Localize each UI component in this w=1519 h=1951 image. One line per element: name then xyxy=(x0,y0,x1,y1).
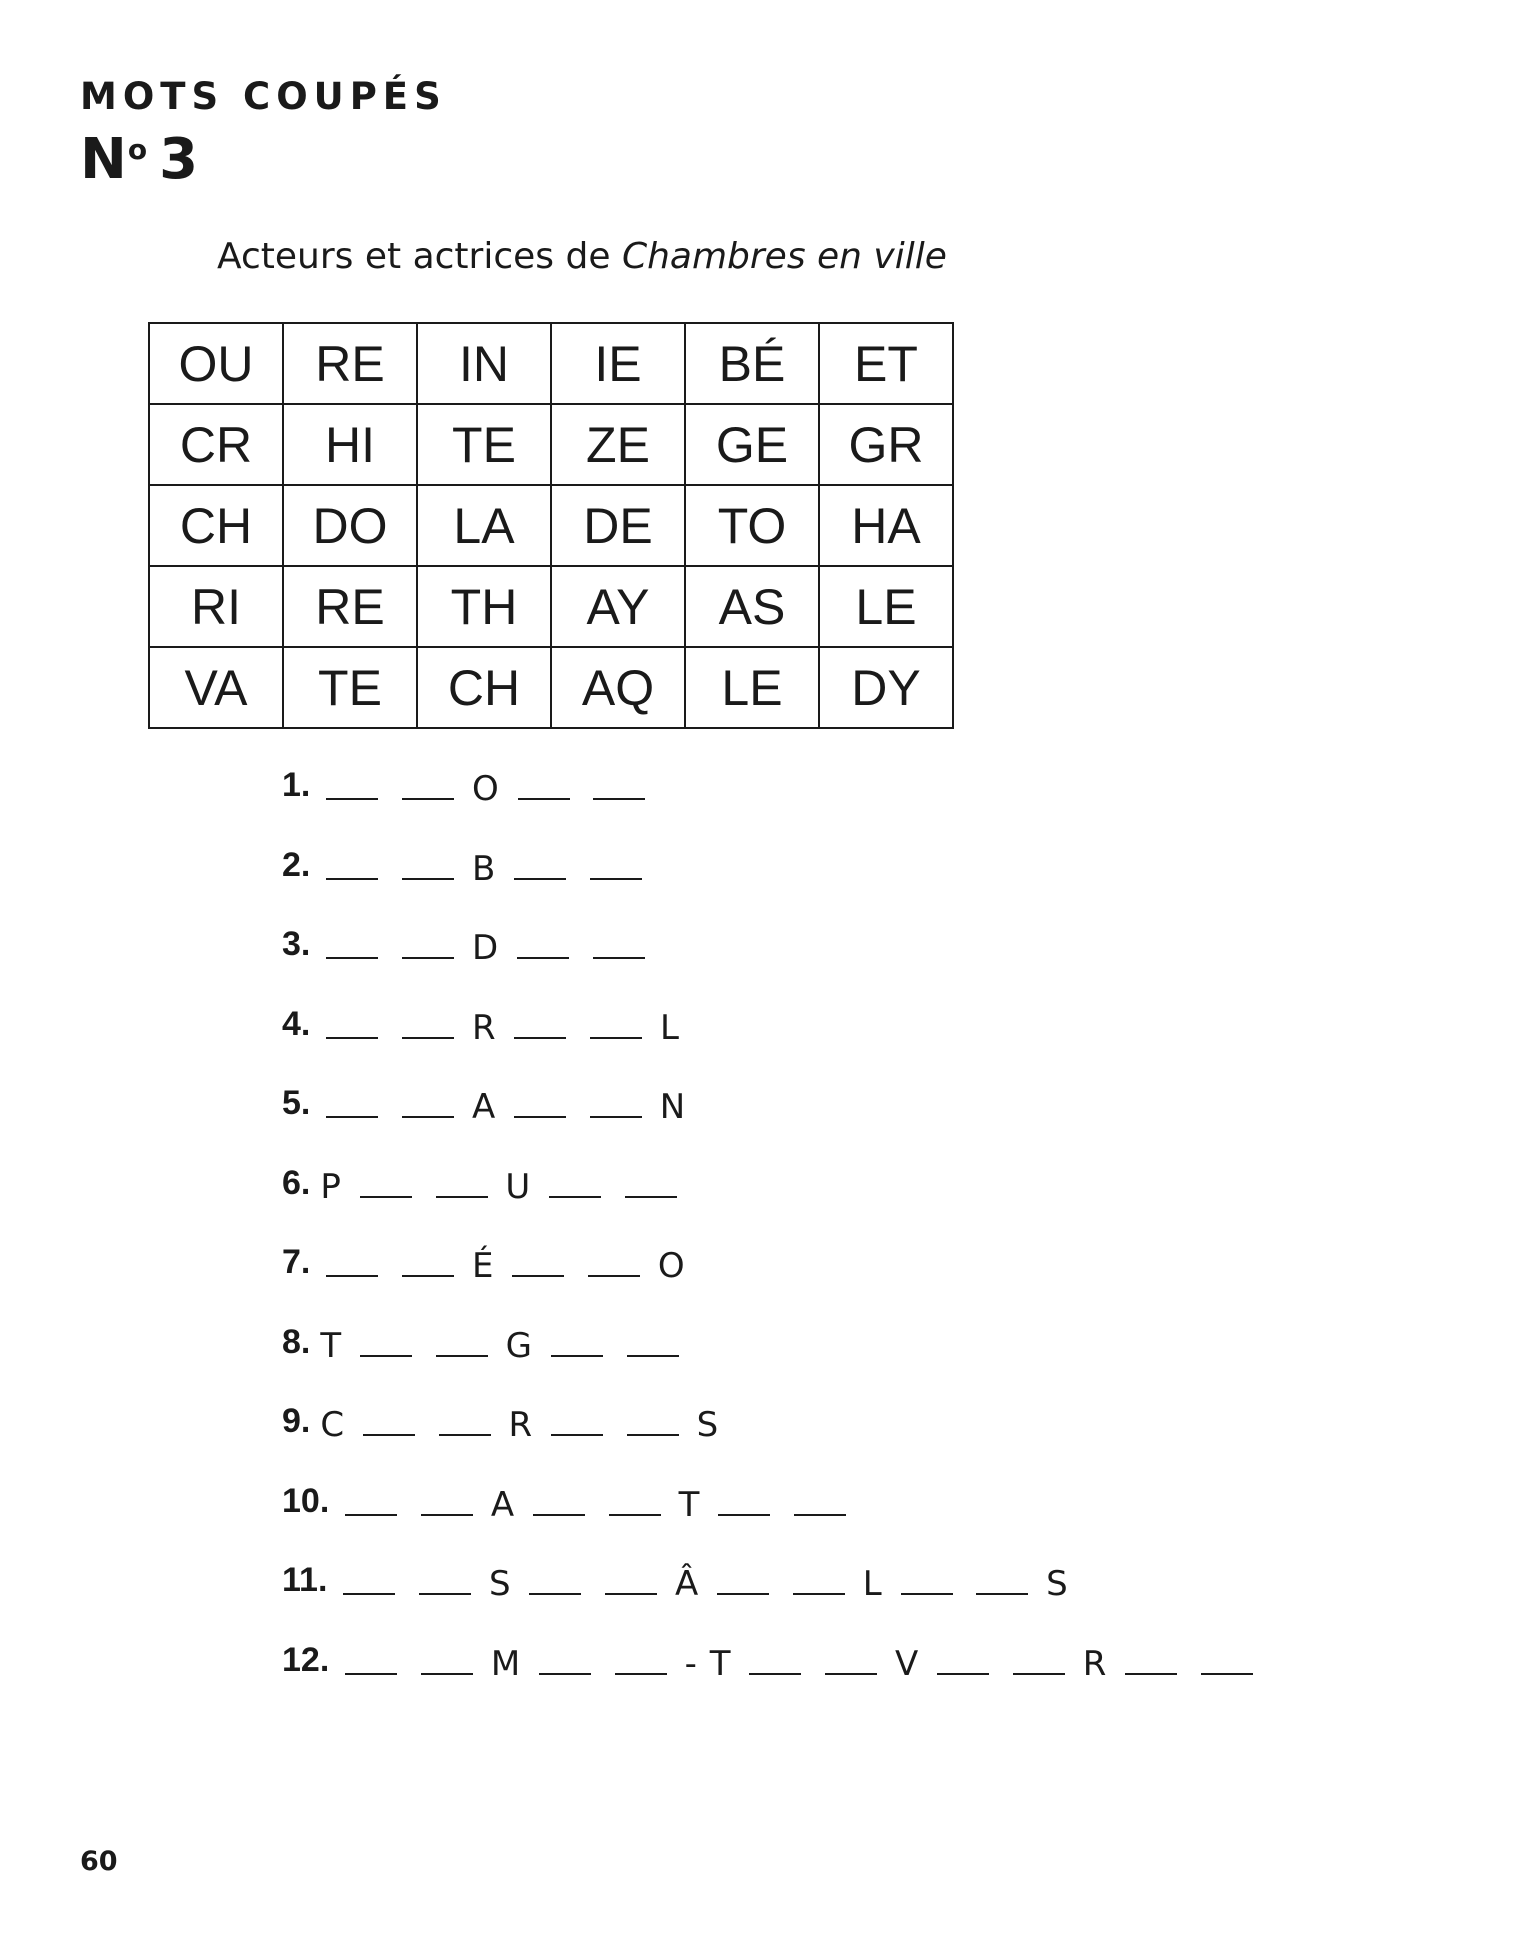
clue-item xyxy=(282,1561,1259,1641)
answer-blank xyxy=(605,1561,657,1595)
answer-blank xyxy=(402,925,454,959)
answer-blank xyxy=(421,1641,473,1675)
given-letter: L xyxy=(862,1564,883,1604)
answer-blank xyxy=(402,846,454,880)
answer-blank xyxy=(1125,1641,1177,1675)
grid-cell: RE xyxy=(283,323,417,404)
given-letter: É xyxy=(471,1246,495,1286)
given-letter: U xyxy=(505,1166,532,1207)
grid-cell: IE xyxy=(551,323,685,404)
clue-number: 8. xyxy=(282,1322,311,1361)
given-letter: T xyxy=(320,1325,343,1366)
grid-cell: IN xyxy=(417,323,551,404)
clue-item xyxy=(282,1164,1259,1244)
answer-blank xyxy=(794,1482,846,1516)
given-letter: S xyxy=(489,1564,512,1604)
answer-blank xyxy=(937,1641,989,1675)
grid-cell: DE xyxy=(551,485,685,566)
answer-blank xyxy=(436,1164,488,1198)
answer-blank xyxy=(615,1641,667,1675)
answer-blank xyxy=(749,1641,801,1675)
answer-blank xyxy=(625,1164,677,1198)
grid-row xyxy=(149,647,953,728)
answer-blank xyxy=(514,1084,566,1118)
syllable-grid xyxy=(148,322,954,729)
answer-blank xyxy=(627,1402,679,1436)
answer-blank xyxy=(590,1005,642,1039)
answer-blank xyxy=(793,1561,845,1595)
grid-cell: LE xyxy=(685,647,819,728)
clue-pattern xyxy=(339,1641,1259,1684)
answer-blank xyxy=(551,1402,603,1436)
answer-blank xyxy=(593,766,645,800)
clue-number: 6. xyxy=(282,1163,311,1202)
given-letter: B xyxy=(471,848,497,889)
grid-cell: AY xyxy=(551,566,685,647)
answer-blank xyxy=(326,925,378,959)
answer-blank xyxy=(402,1084,454,1118)
clue-item xyxy=(282,1084,1259,1164)
answer-blank xyxy=(345,1641,397,1675)
clue-item xyxy=(282,846,1259,926)
answer-blank xyxy=(901,1561,953,1595)
answer-blank xyxy=(345,1482,397,1516)
grid-cell: GE xyxy=(685,404,819,485)
given-letter: P xyxy=(320,1166,342,1207)
answer-blank xyxy=(717,1561,769,1595)
clue-number: 5. xyxy=(282,1084,311,1122)
puzzle-number xyxy=(80,127,199,192)
answer-blank xyxy=(326,1243,378,1277)
puzzle-title: MOTS COUPÉS xyxy=(80,75,447,118)
grid-cell: CH xyxy=(417,647,551,728)
clue-number: 4. xyxy=(282,1004,311,1043)
given-letter: S xyxy=(696,1405,720,1445)
clue-item xyxy=(282,1641,1259,1721)
clue-pattern xyxy=(320,1084,686,1127)
answer-blank xyxy=(512,1243,564,1277)
given-letter: L xyxy=(660,1007,680,1048)
given-letter: N xyxy=(659,1087,687,1127)
given-letter: T xyxy=(678,1484,701,1525)
grid-cell: DO xyxy=(283,485,417,566)
answer-blank xyxy=(326,766,378,800)
subtitle-plain: Acteurs et actrices de xyxy=(217,236,622,277)
clue-number: 7. xyxy=(282,1243,311,1281)
answer-blank xyxy=(360,1323,412,1357)
grid-row xyxy=(149,323,953,404)
clue-pattern xyxy=(320,1243,685,1286)
grid-cell: TE xyxy=(283,647,417,728)
answer-blank xyxy=(627,1323,679,1357)
clue-pattern xyxy=(337,1561,1068,1604)
number-value: 3 xyxy=(159,127,199,192)
grid-cell: DY xyxy=(819,647,953,728)
grid-cell: VA xyxy=(149,647,283,728)
grid-cell: RI xyxy=(149,566,283,647)
given-letter: O xyxy=(657,1246,686,1286)
clue-number: 12. xyxy=(282,1640,330,1679)
grid-cell: RE xyxy=(283,566,417,647)
given-letter: A xyxy=(490,1484,516,1525)
clue-number: 9. xyxy=(282,1402,311,1440)
grid-cell: HI xyxy=(283,404,417,485)
number-superscript: o xyxy=(127,133,148,166)
clue-number: 2. xyxy=(282,845,311,884)
given-letter: R xyxy=(471,1007,497,1048)
grid-cell: TO xyxy=(685,485,819,566)
subtitle-italic: Chambres en ville xyxy=(621,236,947,277)
given-letter: R xyxy=(508,1405,534,1445)
puzzle-subtitle xyxy=(217,236,947,277)
answer-blank xyxy=(360,1164,412,1198)
answer-blank xyxy=(529,1561,581,1595)
answer-blank xyxy=(588,1243,640,1277)
answer-blank xyxy=(421,1482,473,1516)
grid-row xyxy=(149,566,953,647)
answer-blank xyxy=(419,1561,471,1595)
given-letter: - xyxy=(684,1643,698,1684)
answer-blank xyxy=(402,766,454,800)
grid-cell: CH xyxy=(149,485,283,566)
answer-blank xyxy=(593,925,645,959)
given-letter: R xyxy=(1082,1643,1108,1684)
given-letter: O xyxy=(471,769,500,809)
clue-list xyxy=(282,766,1259,1720)
answer-blank xyxy=(825,1641,877,1675)
grid-cell: GR xyxy=(819,404,953,485)
answer-blank xyxy=(439,1402,491,1436)
clue-item xyxy=(282,925,1259,1005)
page-number: 60 xyxy=(80,1846,118,1877)
answer-blank xyxy=(326,846,378,880)
clue-number: 1. xyxy=(282,766,311,804)
answer-blank xyxy=(1013,1641,1065,1675)
grid-cell: LA xyxy=(417,485,551,566)
grid-cell: ET xyxy=(819,323,953,404)
clue-item xyxy=(282,766,1259,846)
answer-blank xyxy=(539,1641,591,1675)
grid-row xyxy=(149,485,953,566)
answer-blank xyxy=(590,1084,642,1118)
clue-pattern xyxy=(320,766,651,809)
grid-row xyxy=(149,404,953,485)
answer-blank xyxy=(363,1402,415,1436)
answer-blank xyxy=(402,1243,454,1277)
clue-pattern xyxy=(320,1005,680,1048)
clue-pattern xyxy=(320,1402,719,1445)
answer-blank xyxy=(609,1482,661,1516)
grid-cell: CR xyxy=(149,404,283,485)
clue-pattern xyxy=(320,1323,684,1366)
given-letter: C xyxy=(320,1405,346,1445)
answer-blank xyxy=(436,1323,488,1357)
answer-blank xyxy=(976,1561,1028,1595)
grid-cell: AS xyxy=(685,566,819,647)
answer-blank xyxy=(514,1005,566,1039)
grid-cell: BÉ xyxy=(685,323,819,404)
answer-blank xyxy=(549,1164,601,1198)
clue-item xyxy=(282,1243,1259,1323)
answer-blank xyxy=(326,1005,378,1039)
clue-pattern xyxy=(320,1164,682,1207)
given-letter: T xyxy=(709,1643,732,1684)
answer-blank xyxy=(533,1482,585,1516)
grid-cell: TH xyxy=(417,566,551,647)
grid-cell: ZE xyxy=(551,404,685,485)
clue-pattern xyxy=(339,1482,852,1525)
grid-cell: TE xyxy=(417,404,551,485)
answer-blank xyxy=(1201,1641,1253,1675)
grid-cell: HA xyxy=(819,485,953,566)
answer-blank xyxy=(518,766,570,800)
answer-blank xyxy=(590,846,642,880)
answer-blank xyxy=(517,925,569,959)
answer-blank xyxy=(514,846,566,880)
given-letter: G xyxy=(505,1325,533,1366)
given-letter: V xyxy=(894,1643,920,1684)
grid-cell: OU xyxy=(149,323,283,404)
grid-cell: AQ xyxy=(551,647,685,728)
clue-number: 10. xyxy=(282,1481,330,1520)
given-letter: S xyxy=(1046,1564,1069,1604)
given-letter: M xyxy=(490,1643,522,1684)
number-prefix: N xyxy=(80,127,127,192)
answer-blank xyxy=(718,1482,770,1516)
clue-item xyxy=(282,1402,1259,1482)
clue-number: 11. xyxy=(282,1561,328,1599)
clue-item xyxy=(282,1323,1259,1403)
answer-blank xyxy=(551,1323,603,1357)
grid-cell: LE xyxy=(819,566,953,647)
clue-number: 3. xyxy=(282,925,311,963)
answer-blank xyxy=(402,1005,454,1039)
given-letter: Â xyxy=(675,1564,700,1604)
given-letter: A xyxy=(471,1087,497,1127)
given-letter: D xyxy=(471,928,500,968)
clue-pattern xyxy=(320,925,650,968)
clue-item xyxy=(282,1005,1259,1085)
clue-item xyxy=(282,1482,1259,1562)
answer-blank xyxy=(343,1561,395,1595)
clue-pattern xyxy=(320,846,648,889)
answer-blank xyxy=(326,1084,378,1118)
